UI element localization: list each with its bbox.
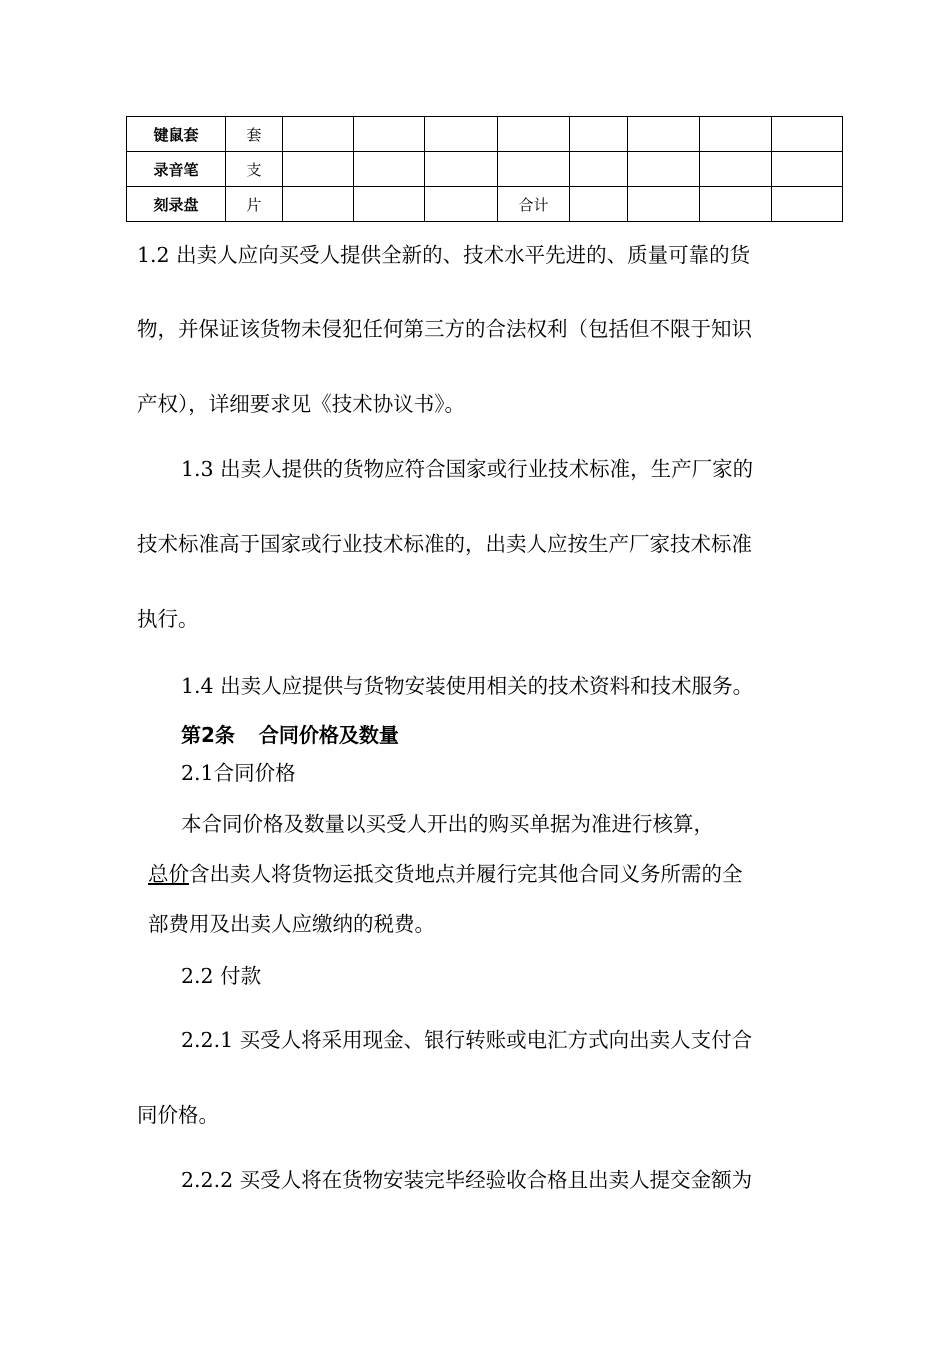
- clause-1-3-line-2: 技术标准高于国家或行业技术标准的，出卖人应按生产厂家技术标准: [137, 532, 752, 556]
- table-cell: [498, 117, 570, 152]
- item-name-cell: 刻录盘: [127, 187, 226, 222]
- table-cell: [283, 117, 354, 152]
- clause-2-2-1-line-2: 同价格。: [137, 1103, 219, 1127]
- total-price-term: 总价: [148, 862, 189, 886]
- clause-2-2-2-line-1: 2.2.2 买受人将在货物安装完毕经验收合格且出卖人提交金额为: [181, 1168, 753, 1192]
- total-label-cell: 合计: [498, 187, 570, 222]
- table-cell: [772, 187, 843, 222]
- clause-2-1-line-1: 本合同价格及数量以买受人开出的购买单据为准进行核算，: [181, 812, 714, 836]
- article-2-number: 第2条: [181, 723, 235, 747]
- article-2-title: 合同价格及数量: [258, 723, 399, 747]
- clause-2-1-line-3: 部费用及出卖人应缴纳的税费。: [148, 912, 435, 936]
- clause-1-2-line-1: 1.2 出卖人应向买受人提供全新的、技术水平先进的、质量可靠的货: [137, 243, 751, 267]
- table-cell: [354, 152, 425, 187]
- clause-1-2-line-2: 物，并保证该货物未侵犯任何第三方的合法权利（包括但不限于知识: [137, 317, 752, 341]
- table-cell: [283, 152, 354, 187]
- table-cell: [425, 187, 498, 222]
- table-cell: [628, 152, 700, 187]
- unit-cell: 套: [226, 117, 283, 152]
- table-row: [127, 187, 843, 222]
- clause-1-4: 1.4 出卖人应提供与货物安装使用相关的技术资料和技术服务。: [181, 674, 754, 698]
- table-cell: [628, 117, 700, 152]
- unit-cell: 支: [226, 152, 283, 187]
- table-cell: [498, 152, 570, 187]
- clause-2-1-line-2-text: 含出卖人将货物运抵交货地点并履行完其他合同义务所需的全: [189, 862, 743, 886]
- table-cell: [354, 117, 425, 152]
- table-cell: [570, 117, 628, 152]
- table-cell: [354, 187, 425, 222]
- clause-2-2-1-line-1: 2.2.1 买受人将采用现金、银行转账或电汇方式向出卖人支付合: [181, 1028, 753, 1052]
- unit-cell: 片: [226, 187, 283, 222]
- table-cell: [628, 187, 700, 222]
- item-name-cell: 键鼠套: [127, 117, 226, 152]
- table-row: [127, 152, 843, 187]
- table-cell: [570, 152, 628, 187]
- table-cell: [425, 152, 498, 187]
- table-row: [127, 117, 843, 152]
- goods-table: [126, 116, 843, 222]
- section-2-1-title: 2.1合同价格: [181, 761, 296, 785]
- article-2-heading: [181, 721, 399, 749]
- table-cell: [570, 187, 628, 222]
- section-2-2-title: 2.2 付款: [181, 964, 262, 988]
- table-cell: [700, 187, 772, 222]
- clause-1-3-line-3: 执行。: [137, 607, 199, 631]
- table-cell: [772, 117, 843, 152]
- table-cell: [700, 152, 772, 187]
- clause-2-1-line-2: [148, 860, 743, 888]
- item-name-cell: 录音笔: [127, 152, 226, 187]
- table-cell: [772, 152, 843, 187]
- clause-1-3-line-1: 1.3 出卖人提供的货物应符合国家或行业技术标准，生产厂家的: [181, 457, 754, 481]
- table-cell: [283, 187, 354, 222]
- table-cell: [700, 117, 772, 152]
- clause-1-2-line-3: 产权），详细要求见《技术协议书》。: [137, 392, 465, 416]
- table-cell: [425, 117, 498, 152]
